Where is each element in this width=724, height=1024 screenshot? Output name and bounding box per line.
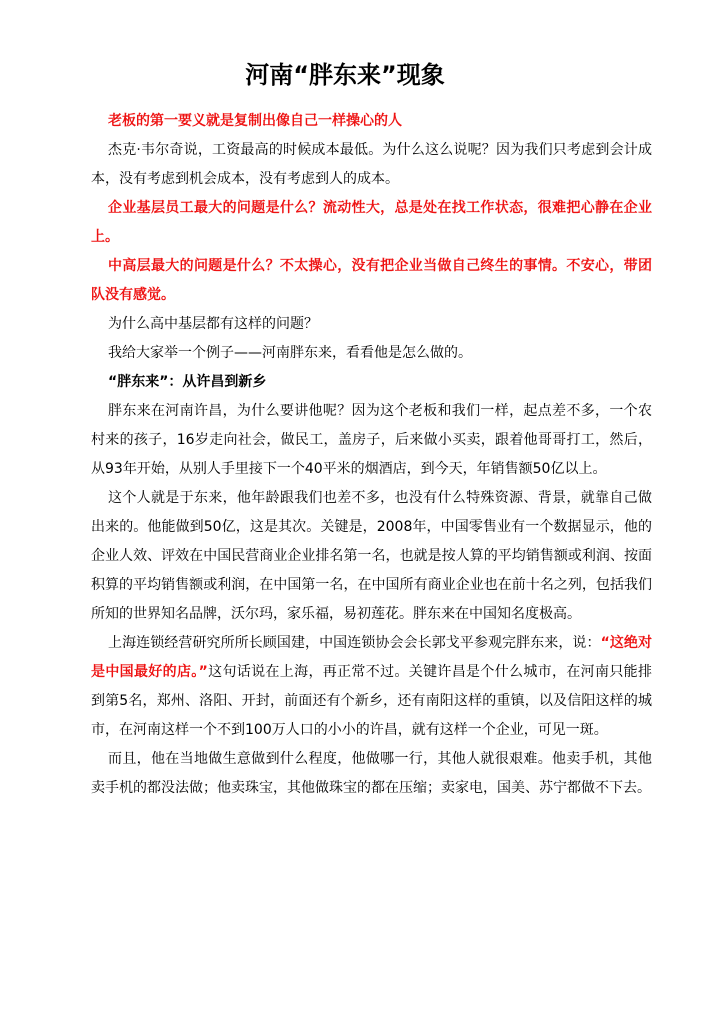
- section-heading: “胖东来”：从许昌到新乡: [108, 374, 267, 390]
- document-body: [91, 107, 652, 803]
- paragraph-example-intro: 我给大家举一个例子——河南胖东来，看看他是怎么做的。: [108, 345, 472, 361]
- paragraph-question: 为什么高中基层都有这样的问题？: [108, 316, 318, 332]
- paragraph-grassroots-problem: 企业基层员工最大的问题是什么？流动性大，总是处在找工作状态，很难把心静在企业上。: [91, 200, 652, 245]
- paragraph-pangdonglai-origin: 胖东来在河南许昌，为什么要讲他呢？因为这个老板和我们一样，起点差不多，一个农村来的孩子，16岁走向社会，做民工，盖房子，后来做小买卖，跟着他哥哥打工，然后，从93年开始，从别人手里接下一个40平米的烟酒店，到今天，年销售额50亿以上。: [91, 403, 652, 477]
- paragraph-local-dominance: 而且，他在当地做生意做到什么程度，他做哪一行，其他人就很艰难。他卖手机，其他卖手机的都没法做；他卖珠宝，其他做珠宝的都在压缩；卖家电，国美、苏宁都做不下去。: [91, 751, 652, 796]
- paragraph-middle-management-problem: 中高层最大的问题是什么？不太操心，没有把企业当做自己终生的事情。不安心，带团队没有感觉。: [91, 258, 652, 303]
- highlight-quote: “这绝对是中国最好的店。”: [91, 635, 653, 680]
- paragraph-yu-donglai: 这个人就是于东来，他年龄跟我们也差不多，也没有什么特殊资源、背景，就靠自己做出来的。他能做到50亿，这是其次。关键是，2008年，中国零售业有一个数据显示，他的企业人效、评效在中国民营商业企业排名第一名，也就是按人算的平均销售额或利润、按面积算的平均销售额或利润，在中国第一名，在中国所有商业企业也在前十名之列，包括我们所知的世界知名品牌，沃尔玛，家乐福，易初莲花。胖东来在中国知名度极高。: [91, 490, 652, 622]
- visit-followup: 这句话说在上海，再正常不过。关键许昌是个什么城市，在河南只能排到第5名，郑州、洛阳、开封，前面还有个新乡，还有南阳这样的重镇，以及信阳这样的城市，在河南这样一个不到100万人口的小小的许昌，就有这样一个企业，可见一斑。: [91, 664, 652, 738]
- paragraph-boss-principle: 老板的第一要义就是复制出像自己一样操心的人: [108, 113, 402, 129]
- document-title: 河南“胖东来”现象: [245, 61, 445, 89]
- visit-text: 上海连锁经营研究所所长顾国建，中国连锁协会会长郭戈平参观完胖东来，说：: [108, 635, 601, 651]
- paragraph-shanghai-visit: [91, 629, 652, 745]
- paragraph-welch-quote: 杰克·韦尔奇说，工资最高的时候成本最低。为什么这么说呢？因为我们只考虑到会计成本，没有考虑到机会成本，没有考虑到人的成本。: [91, 142, 652, 187]
